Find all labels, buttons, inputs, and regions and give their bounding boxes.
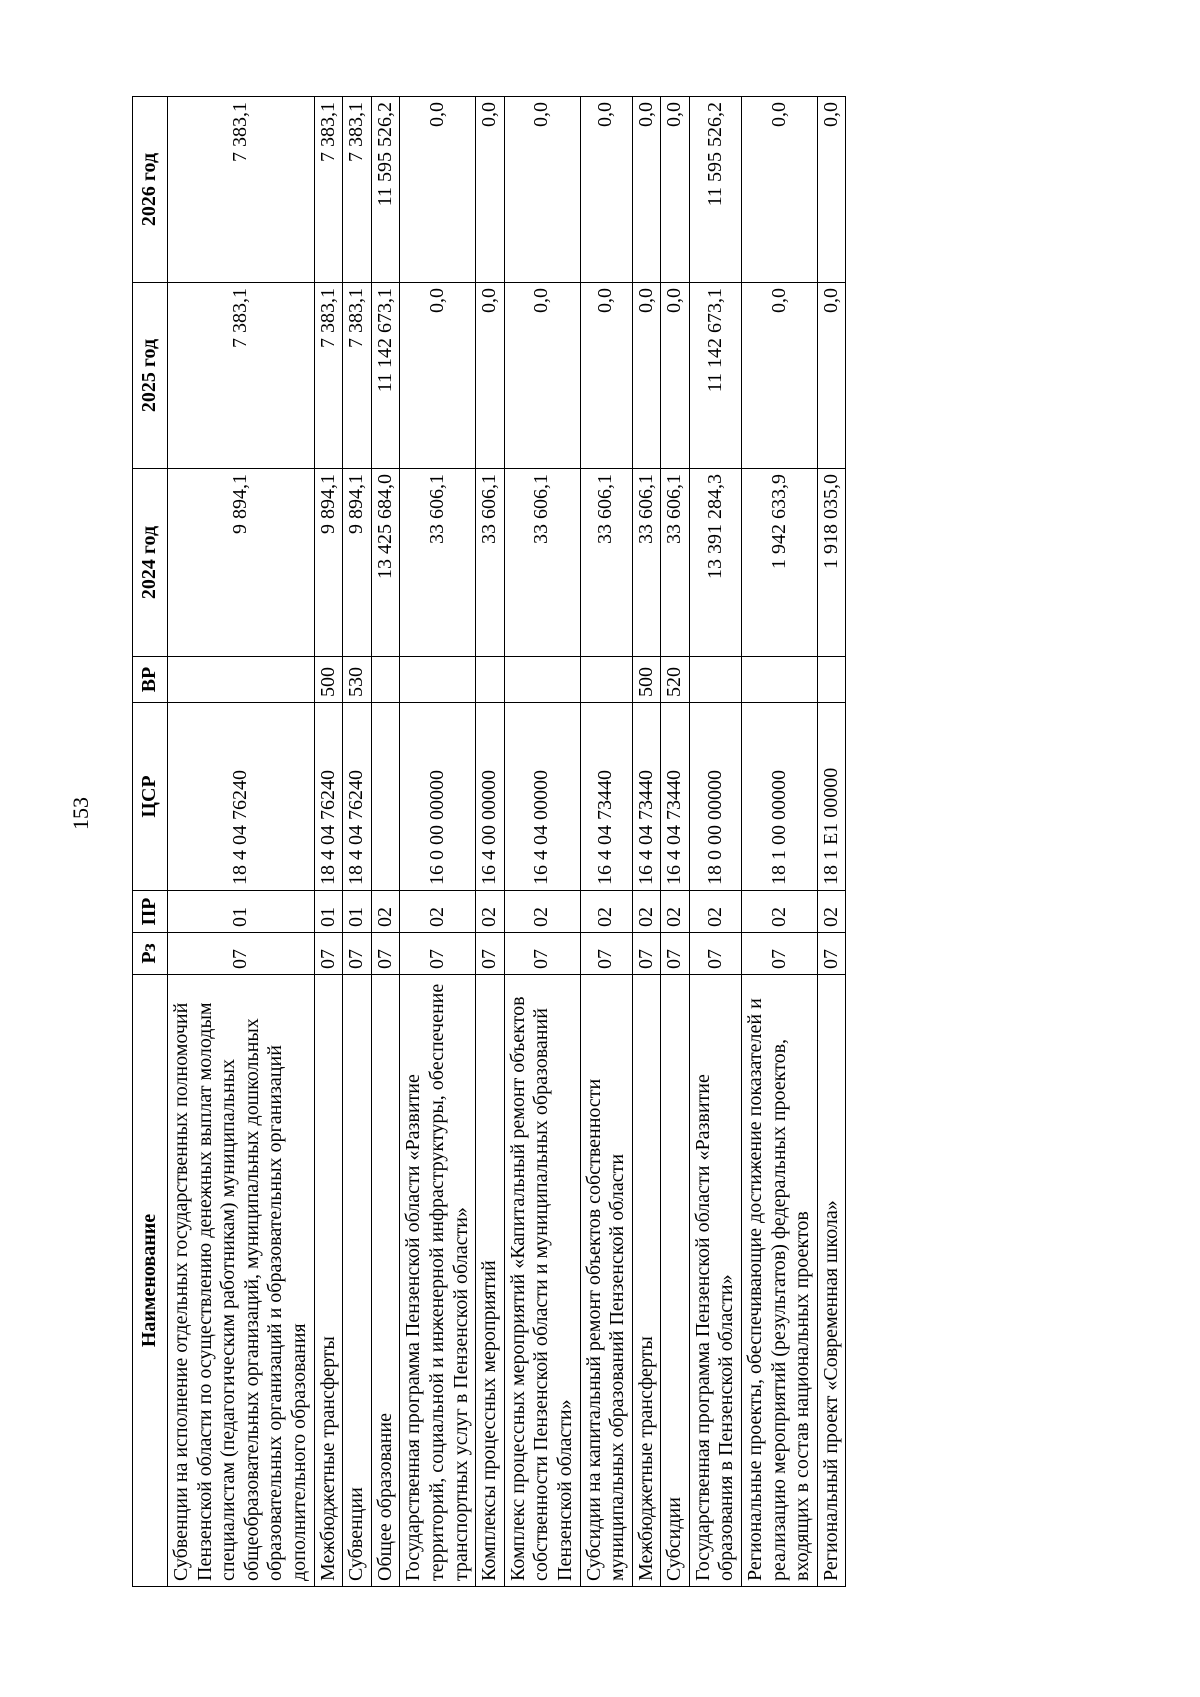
- cell-2024: 1 942 633,9: [742, 469, 818, 657]
- table-row: [168, 97, 315, 1587]
- cell-rz: 07: [314, 933, 343, 975]
- col-header-vr: ВР: [133, 657, 168, 703]
- cell-2026: 0,0: [817, 97, 846, 283]
- cell-name: Государственная программа Пензенской области «Развитие образования в Пензенской области»: [689, 975, 741, 1587]
- cell-name: Комплексы процессных мероприятий: [476, 975, 505, 1587]
- cell-2024: 33 606,1: [504, 469, 580, 657]
- cell-vr: [742, 657, 818, 703]
- cell-rz: 07: [661, 933, 690, 975]
- cell-pr: 02: [371, 891, 400, 933]
- cell-pr: 02: [580, 891, 632, 933]
- cell-vr: [168, 657, 315, 703]
- cell-2024: 33 606,1: [661, 469, 690, 657]
- cell-csr: 16 4 00 00000: [476, 703, 505, 891]
- cell-2025: 0,0: [580, 283, 632, 469]
- table-row: [371, 97, 400, 1587]
- cell-name: Комплекс процессных мероприятий «Капитальный ремонт объектов собственности Пензенской области и муниципальных образований Пензенской области»: [504, 975, 580, 1587]
- cell-2024: 33 606,1: [400, 469, 476, 657]
- cell-name: Региональные проекты, обеспечивающие достижение показателей и реализацию мероприятий (результатов) федеральных проектов, входящих в состав национальных проектов: [742, 975, 818, 1587]
- cell-csr: 18 4 04 76240: [343, 703, 372, 891]
- cell-2024: 33 606,1: [632, 469, 661, 657]
- col-header-name: Наименование: [133, 975, 168, 1587]
- cell-csr: 18 0 00 00000: [689, 703, 741, 891]
- cell-2025: 11 142 673,1: [689, 283, 741, 469]
- cell-rz: 07: [580, 933, 632, 975]
- cell-csr: 16 4 04 00000: [504, 703, 580, 891]
- table-row: [817, 97, 846, 1587]
- cell-csr: 16 4 04 73440: [632, 703, 661, 891]
- cell-name: Межбюджетные трансферты: [314, 975, 343, 1587]
- rotated-table-wrapper: [132, 97, 972, 1587]
- col-header-rz: Рз: [133, 933, 168, 975]
- cell-rz: 07: [817, 933, 846, 975]
- cell-vr: 500: [314, 657, 343, 703]
- cell-csr: 16 0 00 00000: [400, 703, 476, 891]
- cell-2025: 7 383,1: [343, 283, 372, 469]
- cell-2026: 0,0: [661, 97, 690, 283]
- table-row: [632, 97, 661, 1587]
- cell-name: Общее образование: [371, 975, 400, 1587]
- cell-vr: [476, 657, 505, 703]
- cell-csr: 18 1 E1 00000: [817, 703, 846, 891]
- cell-2026: 0,0: [742, 97, 818, 283]
- cell-rz: 07: [343, 933, 372, 975]
- cell-rz: 07: [504, 933, 580, 975]
- col-header-2024: 2024 год: [133, 469, 168, 657]
- table-body: [168, 97, 846, 1587]
- table-row: [314, 97, 343, 1587]
- cell-2025: 0,0: [817, 283, 846, 469]
- page-number: 153: [68, 797, 93, 830]
- cell-2025: 11 142 673,1: [371, 283, 400, 469]
- table-row: [343, 97, 372, 1587]
- cell-2026: 7 383,1: [343, 97, 372, 283]
- cell-name: Субсидии на капитальный ремонт объектов собственности муниципальных образований Пензенской области: [580, 975, 632, 1587]
- cell-2024: 13 425 684,0: [371, 469, 400, 657]
- col-header-2026: 2026 год: [133, 97, 168, 283]
- col-header-csr: ЦСР: [133, 703, 168, 891]
- cell-pr: 02: [742, 891, 818, 933]
- cell-csr: 16 4 04 73440: [661, 703, 690, 891]
- cell-2025: 0,0: [632, 283, 661, 469]
- cell-2026: 7 383,1: [168, 97, 315, 283]
- cell-2025: 0,0: [476, 283, 505, 469]
- cell-csr: 18 4 04 76240: [314, 703, 343, 891]
- cell-csr: 16 4 04 73440: [580, 703, 632, 891]
- cell-rz: 07: [168, 933, 315, 975]
- table-row: [742, 97, 818, 1587]
- cell-2026: 0,0: [400, 97, 476, 283]
- cell-2025: 7 383,1: [314, 283, 343, 469]
- cell-vr: 500: [632, 657, 661, 703]
- cell-csr: [371, 703, 400, 891]
- cell-2026: 0,0: [476, 97, 505, 283]
- table-row: [580, 97, 632, 1587]
- table-row: [689, 97, 741, 1587]
- cell-2026: 11 595 526,2: [371, 97, 400, 283]
- cell-2024: 9 894,1: [314, 469, 343, 657]
- cell-2026: 0,0: [580, 97, 632, 283]
- table-row: [476, 97, 505, 1587]
- cell-vr: [689, 657, 741, 703]
- cell-name: Региональный проект «Современная школа»: [817, 975, 846, 1587]
- cell-name: Межбюджетные трансферты: [632, 975, 661, 1587]
- cell-pr: 01: [343, 891, 372, 933]
- cell-2024: 9 894,1: [343, 469, 372, 657]
- cell-2025: 7 383,1: [168, 283, 315, 469]
- cell-pr: 02: [817, 891, 846, 933]
- cell-vr: 520: [661, 657, 690, 703]
- cell-2025: 0,0: [504, 283, 580, 469]
- col-header-pr: ПР: [133, 891, 168, 933]
- cell-pr: 01: [314, 891, 343, 933]
- cell-rz: 07: [632, 933, 661, 975]
- budget-table: [132, 96, 846, 1587]
- cell-2026: 0,0: [632, 97, 661, 283]
- cell-rz: 07: [371, 933, 400, 975]
- table-row: [504, 97, 580, 1587]
- cell-pr: 02: [476, 891, 505, 933]
- cell-pr: 02: [689, 891, 741, 933]
- cell-2024: 33 606,1: [476, 469, 505, 657]
- col-header-2025: 2025 год: [133, 283, 168, 469]
- cell-pr: 02: [661, 891, 690, 933]
- cell-rz: 07: [400, 933, 476, 975]
- cell-2024: 33 606,1: [580, 469, 632, 657]
- cell-pr: 02: [632, 891, 661, 933]
- cell-2025: 0,0: [742, 283, 818, 469]
- cell-name: Субсидии: [661, 975, 690, 1587]
- cell-csr: 18 1 00 00000: [742, 703, 818, 891]
- cell-vr: [817, 657, 846, 703]
- cell-2024: 9 894,1: [168, 469, 315, 657]
- cell-name: Субвенции на исполнение отдельных государственных полномочий Пензенской области по осуществлению денежных выплат молодым специалистам (педагогическим работникам) муниципальных общеобразовательных организаций, муниципальных дошкольных образовательных организаций и образовательных организаций дополнительного образования: [168, 975, 315, 1587]
- cell-vr: 530: [343, 657, 372, 703]
- cell-rz: 07: [689, 933, 741, 975]
- cell-2025: 0,0: [400, 283, 476, 469]
- cell-vr: [400, 657, 476, 703]
- table-row: [400, 97, 476, 1587]
- cell-rz: 07: [742, 933, 818, 975]
- cell-name: Субвенции: [343, 975, 372, 1587]
- cell-csr: 18 4 04 76240: [168, 703, 315, 891]
- table-header-row: [133, 97, 168, 1587]
- cell-2026: 0,0: [504, 97, 580, 283]
- cell-pr: 02: [400, 891, 476, 933]
- cell-2024: 1 918 035,0: [817, 469, 846, 657]
- cell-2025: 0,0: [661, 283, 690, 469]
- cell-vr: [580, 657, 632, 703]
- cell-rz: 07: [476, 933, 505, 975]
- cell-name: Государственная программа Пензенской области «Развитие территорий, социальной и инженерной инфраструктуры, обеспечение транспортных услуг в Пензенской области»: [400, 975, 476, 1587]
- cell-vr: [371, 657, 400, 703]
- cell-vr: [504, 657, 580, 703]
- cell-2026: 7 383,1: [314, 97, 343, 283]
- cell-2026: 11 595 526,2: [689, 97, 741, 283]
- cell-pr: 02: [504, 891, 580, 933]
- cell-2024: 13 391 284,3: [689, 469, 741, 657]
- table-row: [661, 97, 690, 1587]
- cell-pr: 01: [168, 891, 315, 933]
